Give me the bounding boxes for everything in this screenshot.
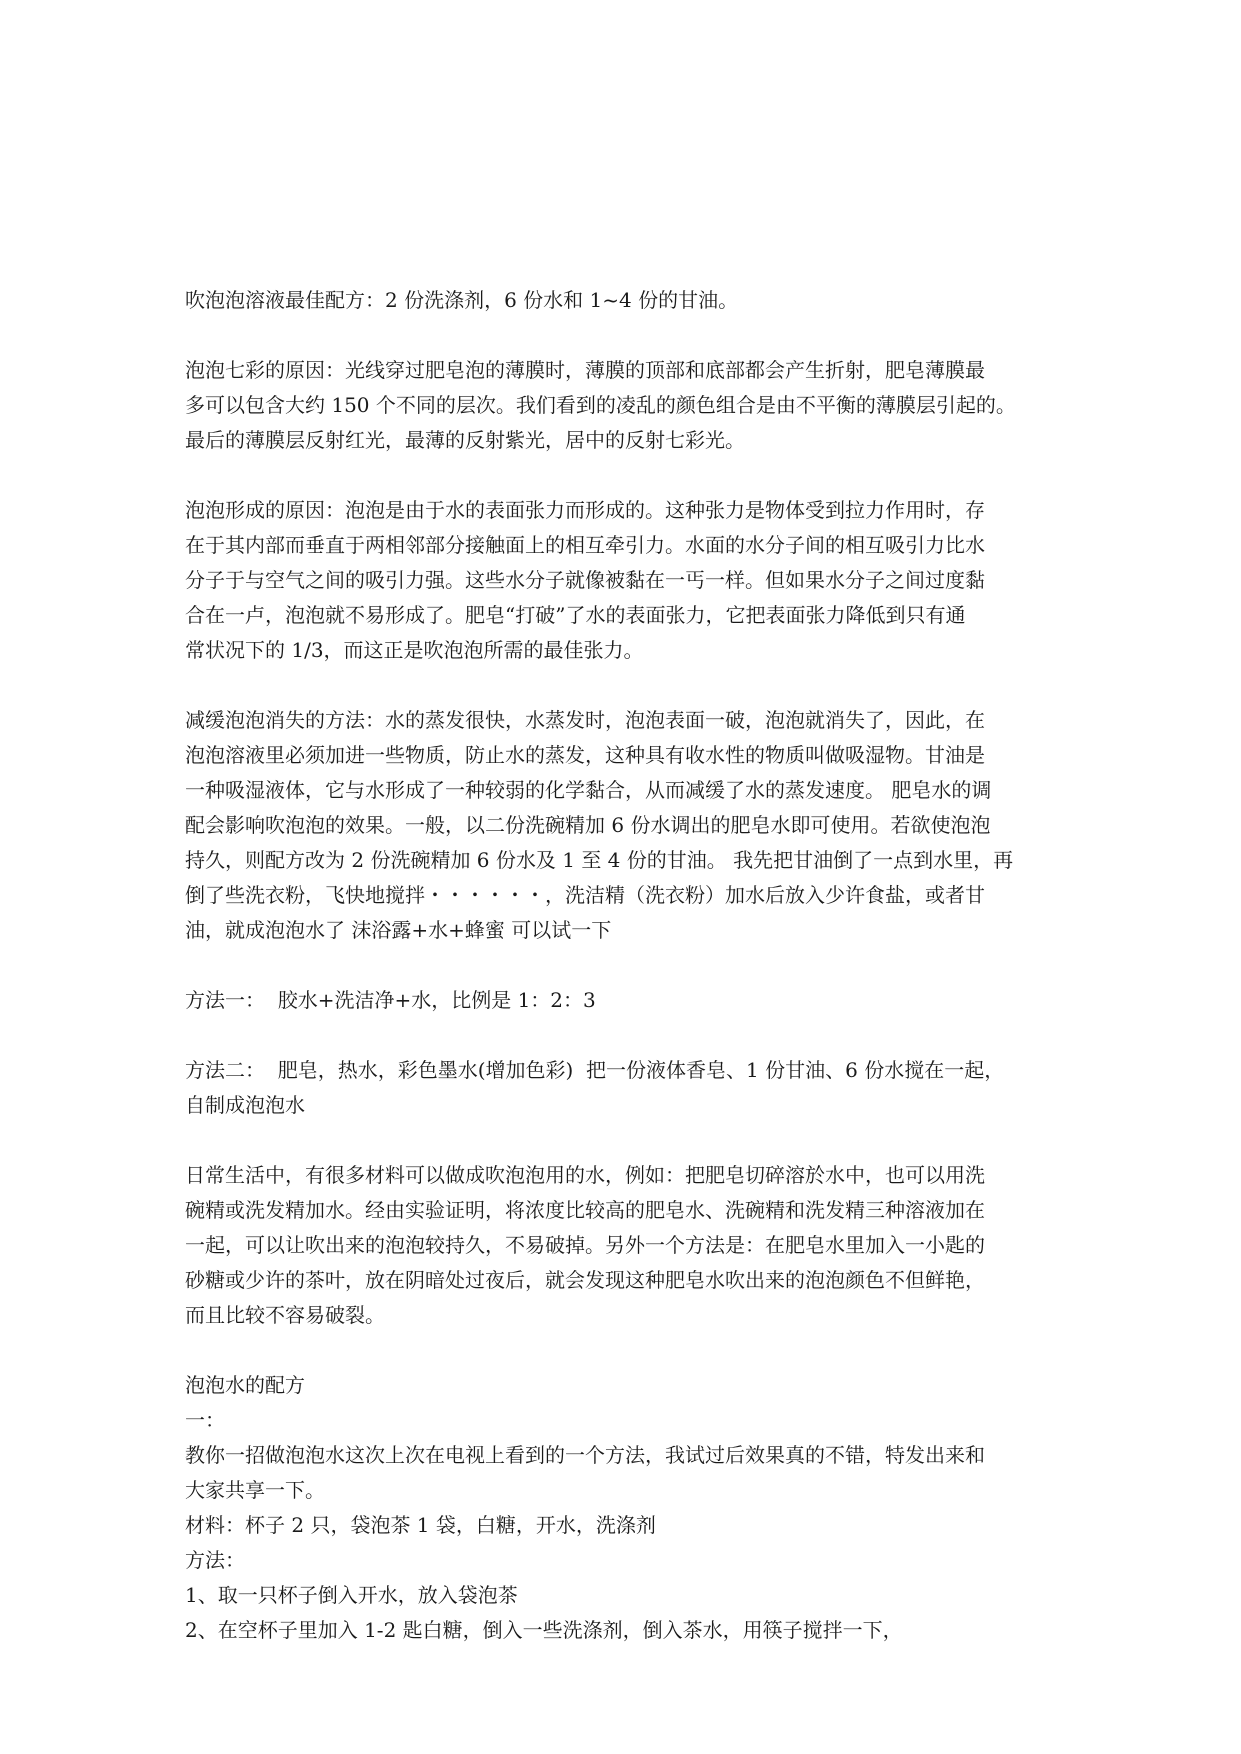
text-line: 减缓泡泡消失的方法：水的蒸发很快，水蒸发时，泡泡表面一破，泡泡就消失了，因此，在 bbox=[185, 708, 985, 732]
text-line: 泡泡七彩的原因：光线穿过肥皂泡的薄膜时，薄膜的顶部和底部都会产生折射，肥皂薄膜最 bbox=[185, 358, 985, 382]
text-line: 1、取一只杯子倒入开水，放入袋泡茶 bbox=[185, 1583, 518, 1607]
text-line: 常状况下的 1/3，而这正是吹泡泡所需的最佳张力。 bbox=[185, 638, 644, 662]
paragraph-gap bbox=[185, 318, 1075, 353]
text-line: 一起，可以让吹出来的泡泡较持久，不易破掉。另外一个方法是：在肥皂水里加入一小匙的 bbox=[185, 1233, 985, 1257]
paragraph-gap bbox=[185, 1123, 1075, 1158]
text-line: 泡泡水的配方 bbox=[185, 1373, 305, 1397]
text-line: 日常生活中，有很多材料可以做成吹泡泡用的水，例如：把肥皂切碎溶於水中，也可以用洗 bbox=[185, 1163, 985, 1187]
text-line: 多可以包含大约 150 个不同的层次。我们看到的凌乱的颜色组合是由不平衡的薄膜层引起的。 bbox=[185, 393, 1016, 417]
text-line: 油，就成泡泡水了 沫浴露+水+蜂蜜 可以试一下 bbox=[185, 918, 612, 942]
text-line: 泡泡形成的原因：泡泡是由于水的表面张力而形成的。这种张力是物体受到拉力作用时，存 bbox=[185, 498, 985, 522]
text-line: 而且比较不容易破裂。 bbox=[185, 1303, 385, 1327]
text-line: 持久，则配方改为 2 份洗碗精加 6 份水及 1 至 4 份的甘油。 我先把甘油倒了一点到水里，再 bbox=[185, 848, 1014, 872]
text-line: 分子于与空气之间的吸引力强。这些水分子就像被黏在一丐一样。但如果水分子之间过度黏 bbox=[185, 568, 985, 592]
text-line: 配会影响吹泡泡的效果。一般，以二份洗碗精加 6 份水调出的肥皂水即可使用。若欲使泡泡 bbox=[185, 813, 991, 837]
text-line: 方法二： 肥皂，热水，彩色墨水(增加色彩) 把一份液体香皂、1 份甘油、6 份水搅在一起， bbox=[185, 1058, 1005, 1082]
text-line: 倒了些洗衣粉，飞快地搅拌・・・・・・，洗洁精（洗衣粉）加水后放入少许食盐，或者甘 bbox=[185, 883, 985, 907]
text-line: 教你一招做泡泡水这次上次在电视上看到的一个方法，我试过后效果真的不错，特发出来和 bbox=[185, 1443, 985, 1467]
text-line: 泡泡溶液里必须加进一些物质，防止水的蒸发，这种具有收水性的物质叫做吸湿物。甘油是 bbox=[185, 743, 985, 767]
text-line: 方法一： 胶水+洗洁净+水，比例是 1：2：3 bbox=[185, 988, 596, 1012]
text-line: 2、在空杯子里加入 1-2 匙白糖，倒入一些洗涤剂，倒入茶水，用筷子搅拌一下， bbox=[185, 1618, 903, 1642]
text-line: 吹泡泡溶液最佳配方：2 份洗涤剂，6 份水和 1~4 份的甘油。 bbox=[185, 288, 739, 312]
paragraph-gap bbox=[185, 458, 1075, 493]
paragraph-gap bbox=[185, 948, 1075, 983]
text-line: 最后的薄膜层反射红光，最薄的反射紫光，居中的反射七彩光。 bbox=[185, 428, 745, 452]
document-body bbox=[185, 283, 1075, 1648]
text-line: 碗精或洗发精加水。经由实验证明，将浓度比较高的肥皂水、洗碗精和洗发精三种溶液加在 bbox=[185, 1198, 985, 1222]
text-line: 砂糖或少许的茶叶，放在阴暗处过夜后，就会发现这种肥皂水吹出来的泡泡颜色不但鲜艳， bbox=[185, 1268, 985, 1292]
paragraph-gap bbox=[185, 668, 1075, 703]
text-line: 大家共享一下。 bbox=[185, 1478, 325, 1502]
text-line: 一： bbox=[185, 1408, 225, 1432]
text-line: 方法： bbox=[185, 1548, 245, 1572]
text-line: 合在一卢，泡泡就不易形成了。肥皂“打破”了水的表面张力，它把表面张力降低到只有通 bbox=[185, 603, 966, 627]
text-line: 自制成泡泡水 bbox=[185, 1093, 305, 1117]
paragraph-gap bbox=[185, 1018, 1075, 1053]
text-line: 在于其内部而垂直于两相邻部分接触面上的相互牵引力。水面的水分子间的相互吸引力比水 bbox=[185, 533, 985, 557]
paragraph-gap bbox=[185, 1333, 1075, 1368]
text-line: 一种吸湿液体，它与水形成了一种较弱的化学黏合，从而减缓了水的蒸发速度。 肥皂水的调 bbox=[185, 778, 992, 802]
text-line: 材料：杯子 2 只，袋泡茶 1 袋，白糖，开水，洗涤剂 bbox=[185, 1513, 656, 1537]
